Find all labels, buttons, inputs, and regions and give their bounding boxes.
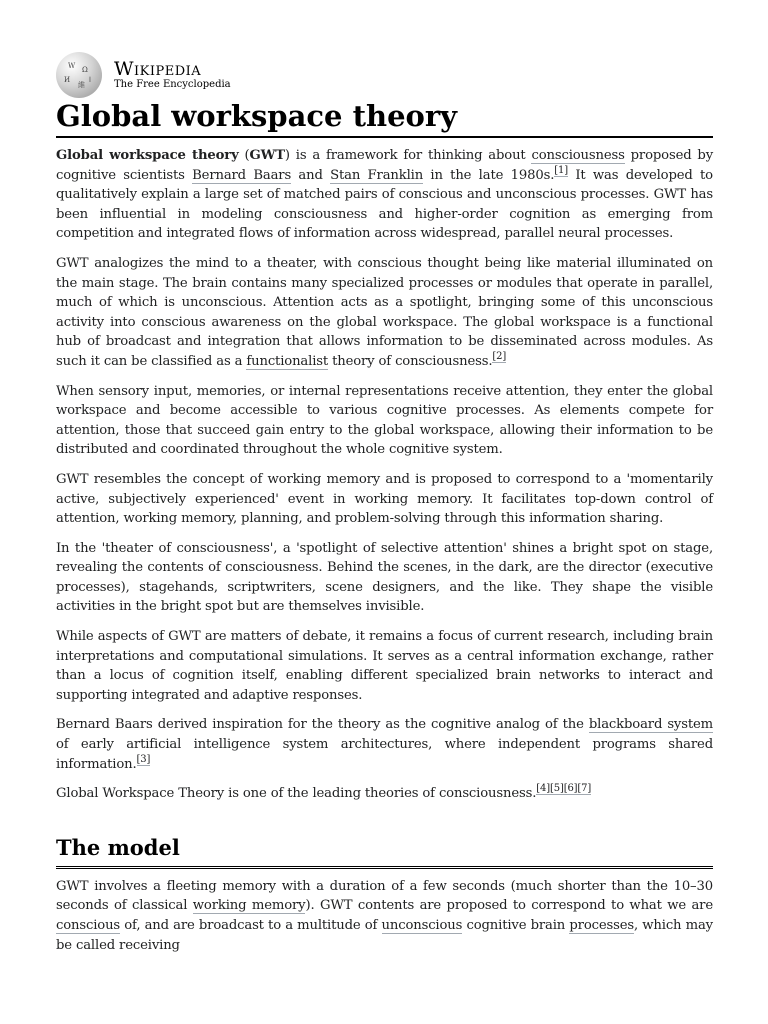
citation-1	[554, 165, 568, 177]
link-blackboard-system[interactable]: blackboard system	[588, 717, 714, 733]
wordmark: Wikipedia	[114, 58, 202, 80]
link-functionalist[interactable]: functionalist	[246, 353, 329, 369]
paragraph-working-memory: GWT resembles the concept of working memory and is proposed to correspond to a 'momentarily active, subjectively experienced' event in working memory. It facilitates top-down control of attention, working memory, planning, and problem-solving through this information sharing.	[56, 471, 713, 527]
citation-link-4[interactable]: [4]	[536, 783, 550, 795]
citation-link-6[interactable]: [6]	[563, 783, 578, 795]
text: (	[238, 148, 250, 163]
section-heading-the-model: The model	[56, 834, 713, 869]
link-unconscious[interactable]: unconscious	[381, 918, 463, 933]
citation-link-1[interactable]: [1]	[554, 164, 568, 176]
site-header	[56, 52, 713, 98]
text: It was developed to qualitatively explain a large set of matched pairs of conscious and unconscious processes. GWT has been influential in modeling consciousness and higher-order cognition as emerging from competition and integrated flows of information across widespread, parallel neural processes.	[56, 167, 713, 242]
citation-3	[137, 754, 151, 766]
text: Global Workspace Theory is one of the leading theories of consciousness.	[56, 786, 537, 802]
text: GWT involves a fleeting memory with a duration of a few seconds (much shorter than the 10–30 seconds of classical	[56, 878, 713, 914]
paragraph-debate: While aspects of GWT are matters of debate, it remains a focus of current research, including brain interpretations and computational simulations. It serves as a central information exchange, rather than a locus of cognition itself, enabling different specialized brain networks to interact and supporting integrated and adaptive responses.	[56, 629, 713, 703]
text: of, and are broadcast to a multitude of	[120, 918, 382, 933]
text: Bernard Baars derived inspiration for the theory as the cognitive analog of the	[56, 717, 589, 733]
paragraph-theater	[56, 254, 713, 372]
text: ). GWT contents are proposed to correspond to what we are	[305, 898, 713, 914]
citation-link-7[interactable]: [7]	[577, 783, 592, 795]
link-bernard-baars[interactable]: Bernard Baars	[192, 167, 292, 183]
paragraph-blackboard	[56, 715, 713, 774]
link-working-memory[interactable]: working memory	[192, 898, 306, 914]
text: GWT analogizes the mind to a theater, with conscious thought being like material illuminated on the main stage. The brain contains many specialized processes or modules that operate in parallel, much of which is unconscious. Attention acts as a spotlight, bringing some of this unconscious activity into conscious awareness on the global workspace. The global workspace is a functional hub of broadcast and integration that allows information to be disseminated across modules. As such it can be classified as a	[56, 255, 713, 369]
citation-2	[492, 351, 506, 363]
link-processes[interactable]: processes	[569, 918, 635, 933]
article-page	[56, 52, 713, 955]
link-consciousness[interactable]: consciousness	[531, 148, 625, 163]
text: of early artificial intelligence system architectures, where independent programs shared information.	[56, 737, 713, 772]
page-title: Global workspace theory	[56, 98, 713, 138]
wikipedia-globe-logo-icon[interactable]: W Ω И 維 ا	[56, 52, 102, 98]
text: , which may be called receiving	[56, 918, 713, 953]
paragraph-intro	[56, 146, 713, 244]
paragraph-sensory-input: When sensory input, memories, or internal representations receive attention, they enter the global workspace and become accessible to various cognitive processes. As elements compete for attention, those that succeed gain entry to the global workspace, allowing their information to be distributed and coordinated throughout the whole cognitive system.	[56, 383, 713, 458]
citations-4-7	[536, 783, 591, 795]
text: theory of consciousness.	[328, 353, 493, 369]
text: cognitive brain	[462, 918, 570, 933]
text: in the late 1980s.	[423, 167, 555, 183]
bold-term: Global workspace theory	[56, 148, 239, 163]
paragraph-leading-theories	[56, 784, 713, 804]
text: and	[291, 167, 331, 183]
text: proposed by cognitive scientists	[56, 148, 713, 183]
citation-link-3[interactable]: [3]	[136, 753, 151, 765]
paragraph-theater-of-consciousness: In the 'theater of consciousness', a 'spotlight of selective attention' shines a bright spot on stage, revealing the contents of consciousness. Behind the scenes, in the dark, are the director (executive processes), stagehands, scriptwriters, scene designers, and the like. They shape the visible activities in the bright spot but are themselves invisible.	[56, 540, 713, 615]
citation-link-2[interactable]: [2]	[492, 350, 507, 362]
text: ) is a framework for thinking about	[284, 148, 532, 163]
tagline: The Free Encyclopedia	[114, 79, 231, 90]
link-stan-franklin[interactable]: Stan Franklin	[330, 167, 424, 183]
link-conscious[interactable]: conscious	[56, 918, 121, 933]
paragraph-model	[56, 877, 713, 955]
bold-term: GWT	[249, 148, 285, 163]
wordmark-block[interactable]	[114, 59, 231, 91]
citation-link-5[interactable]: [5]	[549, 783, 564, 795]
